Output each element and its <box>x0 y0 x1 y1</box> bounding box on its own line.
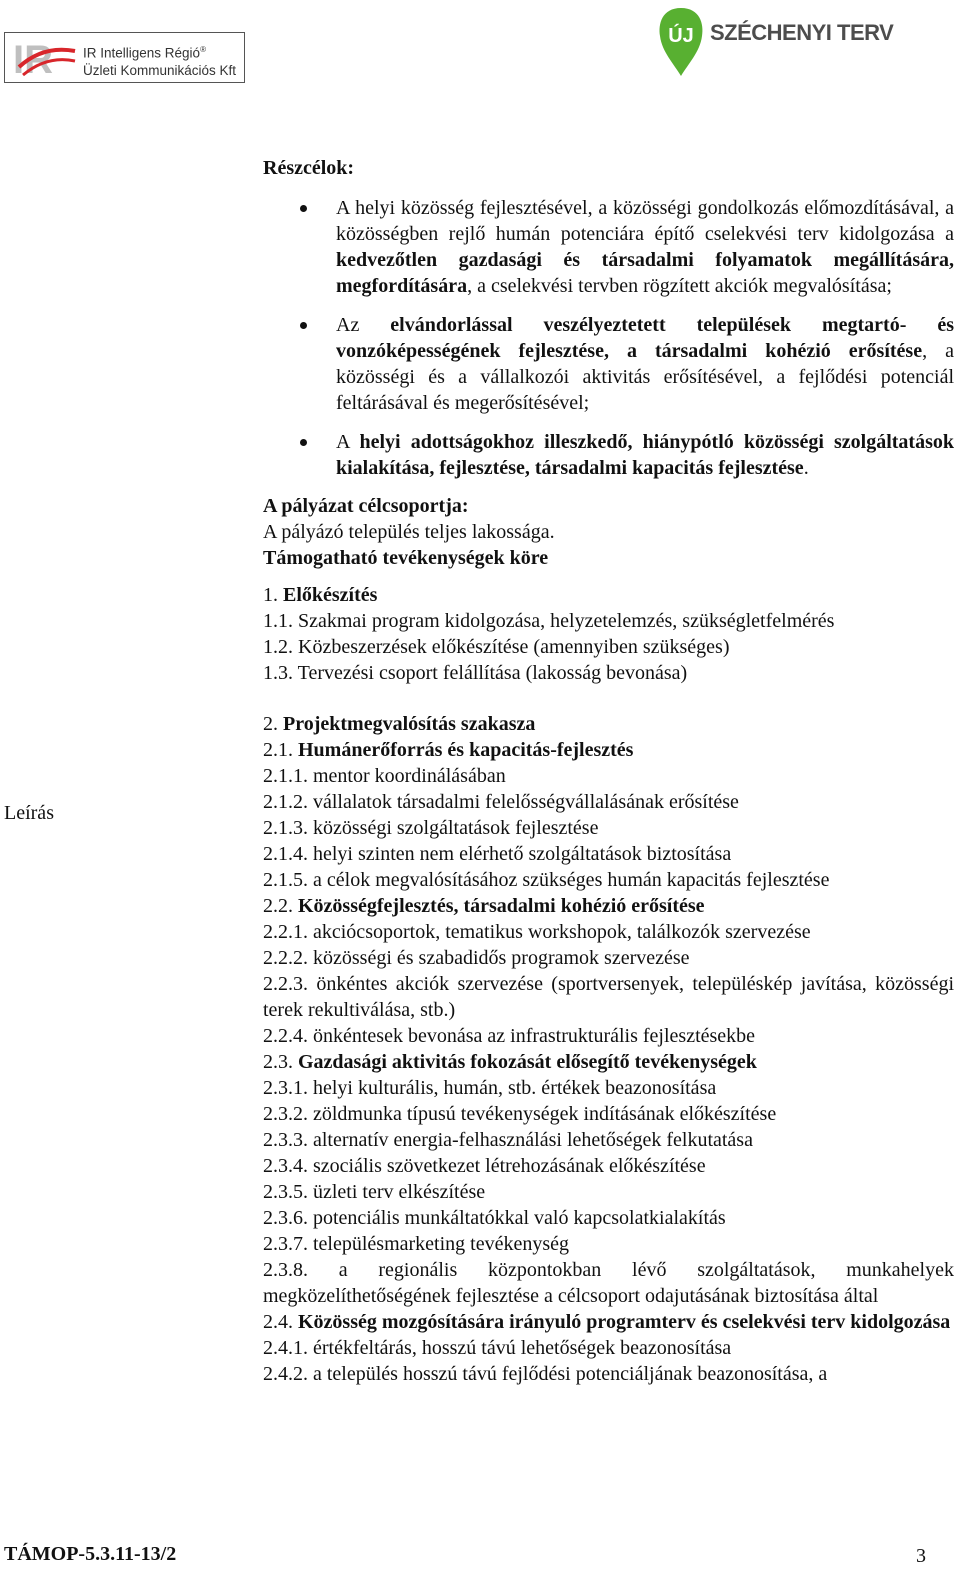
activity-text: mentor koordinálásában <box>313 765 506 787</box>
activity-text: Tervezési csoport felállítása (lakosság bevonása) <box>297 662 688 684</box>
activity-text: a település hosszú távú fejlődési potenciáljának beazonosítása, a <box>313 1363 828 1385</box>
activity-text: potenciális munkáltatókkal való kapcsolatkialakítás <box>313 1207 726 1229</box>
description-content <box>263 155 954 1387</box>
goal-bullet-item <box>263 195 954 299</box>
activity-item <box>263 1127 954 1153</box>
activity-number: 2.4. <box>263 1311 298 1333</box>
activity-number: 2.2.3. <box>263 973 317 995</box>
szechenyi-terv-logo <box>656 6 894 78</box>
section-title-reszcelok: Részcélok: <box>263 157 355 179</box>
activity-text: értékfeltárás, hosszú távú lehetőségek beazonosítása <box>313 1337 732 1359</box>
text: A helyi közösség fejlesztésével, a közösségi gondolkozás előmozdításával, a közösségben rejlő humán potenciára építő cselekvési terv kidolgozása a <box>336 197 954 245</box>
activity-text: a célok megvalósításához szükséges humán kapacitás fejlesztése <box>313 869 830 891</box>
ir-logo <box>4 32 245 83</box>
activity-item <box>263 919 954 945</box>
activity-number: 2.3.1. <box>263 1077 313 1099</box>
activity-text: Projektmegvalósítás szakasza <box>283 713 536 735</box>
ir-logo-text <box>83 41 236 79</box>
activity-text: Humánerőforrás és kapacitás-fejlesztés <box>298 739 634 761</box>
activity-number: 2.2.2. <box>263 947 313 969</box>
activity-number: 2.3.6. <box>263 1207 313 1229</box>
activity-number: 2.3.4. <box>263 1155 313 1177</box>
activity-number: 2.1.4. <box>263 843 313 865</box>
activity-item <box>263 1049 954 1075</box>
goal-bullet-item <box>263 429 954 481</box>
activity-text: helyi kulturális, humán, stb. értékek beazonosítása <box>313 1077 717 1099</box>
page-number: 3 <box>916 1545 926 1567</box>
activity-text: akciócsoportok, tematikus workshopok, találkozók szervezése <box>313 921 811 943</box>
activity-number: 2.2.1. <box>263 921 313 943</box>
registered-mark: ® <box>200 45 206 54</box>
activity-item <box>263 1205 954 1231</box>
activity-item <box>263 789 954 815</box>
activity-item <box>263 815 954 841</box>
activity-number: 2.1. <box>263 739 298 761</box>
program-code: TÁMOP-5.3.11-13/2 <box>4 1543 177 1565</box>
ir-logo-line1: IR Intelligens Régió <box>83 45 201 61</box>
activity-text: közösségi és szabadidős programok szervezése <box>313 947 690 969</box>
ir-mark-icon <box>13 37 79 79</box>
activity-text: településmarketing tevékenység <box>313 1233 570 1255</box>
activity-item <box>263 971 954 1023</box>
activity-number: 2.3.8. <box>263 1259 339 1281</box>
activity-text: Közösség mozgósítására irányuló programterv és cselekvési terv kidolgozása <box>298 1311 951 1333</box>
activity-item <box>263 1023 954 1049</box>
bold-text: helyi adottságokhoz illeszkedő, hiánypótló közösségi szolgáltatások kialakítása, fejlesztése, társadalmi kapacitás fejlesztése <box>336 431 955 479</box>
activity-text: szociális szövetkezet létrehozásának előkészítése <box>313 1155 706 1177</box>
activity-number: 2.4.1. <box>263 1337 313 1359</box>
activity-text: alternatív energia-felhasználási lehetőségek felkutatása <box>313 1129 753 1151</box>
activity-number: 2.3.7. <box>263 1233 313 1255</box>
activity-item <box>263 1075 954 1101</box>
activity-item <box>263 841 954 867</box>
activity-group-1 <box>263 582 954 686</box>
activity-item <box>263 608 954 634</box>
section-title-tevekenysegek: Támogatható tevékenységek köre <box>263 547 549 569</box>
activity-text: zöldmunka típusú tevékenységek indításának előkészítése <box>313 1103 777 1125</box>
activity-item <box>263 634 954 660</box>
text: A <box>336 431 360 453</box>
activity-item <box>263 1361 954 1387</box>
activity-number: 2.1.1. <box>263 765 313 787</box>
activity-item <box>263 582 954 608</box>
activity-text: Szakmai program kidolgozása, helyzetelemzés, szükségletfelmérés <box>298 610 835 632</box>
activity-number: 1.2. <box>263 636 298 658</box>
activity-text: önkéntesek bevonása az infrastrukturális fejlesztésekbe <box>313 1025 756 1047</box>
activity-text: önkéntes akciók szervezése (sportversenyek, településkép javítása, közösségi terek rekultiválása, stb.) <box>263 973 954 1021</box>
activity-text: üzleti terv elkészítése <box>313 1181 486 1203</box>
activity-text: Közbeszerzések előkészítése (amennyiben szükséges) <box>298 636 730 658</box>
svg-text:IR: IR <box>13 38 53 79</box>
activity-text: közösségi szolgáltatások fejlesztése <box>313 817 599 839</box>
activity-number: 1.3. <box>263 662 298 684</box>
leaf-badge-icon <box>656 6 706 78</box>
text: Az <box>336 314 391 336</box>
activity-item <box>263 945 954 971</box>
activity-item <box>263 893 954 919</box>
activity-number: 2. <box>263 713 283 735</box>
bold-text: elvándorlással veszélyeztetett települések megtartó- és vonzóképességének fejlesztése, a társadalmi kohézió erősítése <box>336 314 955 362</box>
activity-item <box>263 867 954 893</box>
ir-logo-line2: Üzleti Kommunikációs Kft <box>83 62 237 78</box>
goal-bullet-item <box>263 312 954 416</box>
activity-item <box>263 763 954 789</box>
bold-text: kedvezőtlen gazdasági és társadalmi folyamatok megállítására, megfordítására <box>336 249 954 297</box>
activity-item <box>263 1101 954 1127</box>
activity-text: vállalatok társadalmi felelősségvállalásának erősítése <box>313 791 739 813</box>
activity-number: 2.1.3. <box>263 817 313 839</box>
side-label-leiras: Leírás <box>4 802 54 824</box>
activity-item <box>263 711 954 737</box>
activity-item <box>263 1231 954 1257</box>
activity-item <box>263 737 954 763</box>
activity-number: 1.1. <box>263 610 298 632</box>
activity-item <box>263 1153 954 1179</box>
activity-group-2 <box>263 711 954 1387</box>
text: , a közösségi és a vállalkozói aktivitás erősítésével, a fejlődési potenciál feltárásával és megerősítésével; <box>336 340 954 414</box>
activity-number: 1. <box>263 584 283 606</box>
section-title-celcsoport: A pályázat célcsoportja: <box>263 495 469 517</box>
activity-text: Előkészítés <box>283 584 378 606</box>
activity-item <box>263 1257 954 1309</box>
activity-number: 2.2. <box>263 895 298 917</box>
activity-item <box>263 1335 954 1361</box>
activity-text: Közösségfejlesztés, társadalmi kohézió erősítése <box>298 895 705 917</box>
activity-text: helyi szinten nem elérhető szolgáltatások biztosítása <box>313 843 732 865</box>
activity-number: 2.2.4. <box>263 1025 313 1047</box>
activity-item <box>263 660 954 686</box>
activity-number: 2.3.3. <box>263 1129 313 1151</box>
activity-number: 2.3.5. <box>263 1181 313 1203</box>
text: , a cselekvési tervben rögzített akciók megvalósítása; <box>467 275 892 297</box>
activity-number: 2.1.2. <box>263 791 313 813</box>
goal-bullet-list <box>263 195 954 481</box>
activity-text: Gazdasági aktivitás fokozását elősegítő tevékenységek <box>298 1051 757 1073</box>
activity-number: 2.3.2. <box>263 1103 313 1125</box>
activity-number: 2.1.5. <box>263 869 313 891</box>
activity-number: 2.4.2. <box>263 1363 313 1385</box>
activity-item <box>263 1309 954 1335</box>
text: . <box>803 457 809 479</box>
activity-text: a regionális központokban lévő szolgáltatások, munkahelyek megközelíthetőségének fejlesztése a célcsoport odajutásának biztosítása által <box>263 1259 954 1307</box>
celcsoport-text: A pályázó település teljes lakossága. <box>263 521 555 543</box>
activity-item <box>263 1179 954 1205</box>
szechenyi-terv-text: SZÉCHENYI TERV <box>710 20 894 45</box>
svg-text:ÚJ: ÚJ <box>668 25 694 47</box>
activity-number: 2.3. <box>263 1051 298 1073</box>
